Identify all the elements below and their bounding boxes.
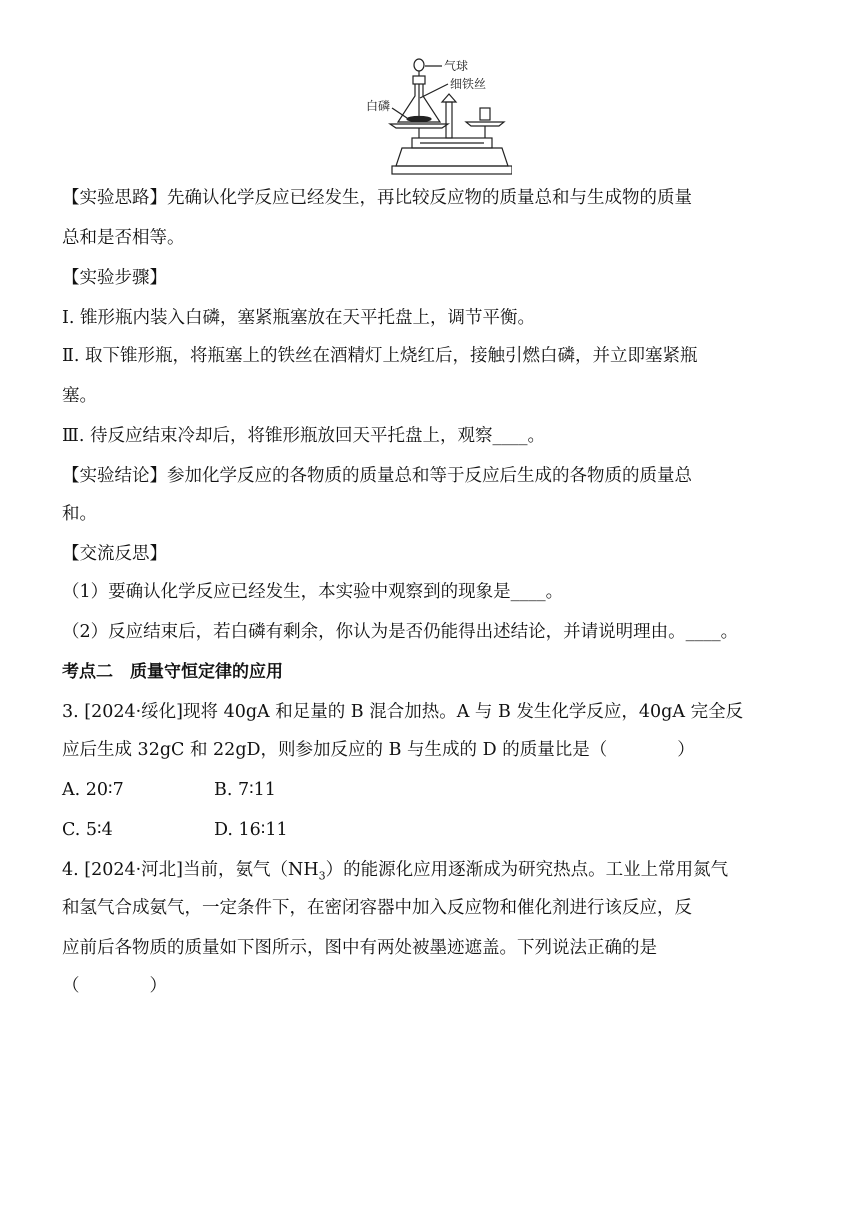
question-4-line-2: 和氢气合成氨气，一定条件下，在密闭容器中加入反应物和催化剂进行该反应，反 [62, 898, 692, 918]
experiment-conclusion-line-1: 【实验结论】参加化学反应的各物质的质量总和等于反应后生成的各物质的质量总 [62, 466, 692, 486]
question-4-line-4: （ ） [62, 976, 167, 996]
question-4-line-1 [62, 858, 802, 889]
balance-flask-diagram [362, 56, 512, 178]
reflection-question-1: （1）要确认化学反应已经发生，本实验中观察到的现象是____。 [62, 582, 564, 602]
balloon-label: 气球 [444, 59, 469, 73]
question-3-line-2: 应后生成 32gC 和 22gD，则参加反应的 B 与生成的 D 的质量比是（ ） [62, 740, 695, 760]
question-4-text-b: ）的能源化应用逐渐成为研究热点。工业上常用氮气 [325, 860, 729, 880]
experiment-steps-heading: 【实验步骤】 [62, 268, 167, 288]
iron-wire-label: 细铁丝 [450, 77, 487, 91]
balance-base [396, 148, 508, 166]
reflection-heading: 【交流反思】 [62, 544, 167, 564]
reflection-question-2: （2）反应结束后，若白磷有剩余，你认为是否仍能得出述结论，并请说明理由。____。 [62, 622, 739, 642]
question-4-line-3: 应前后各物质的质量如下图所示，图中有两处被墨迹遮盖。下列说法正确的是 [62, 938, 657, 958]
question-3-line-1: 3. [2024·绥化]现将 40gA 和足量的 B 混合加热。A 与 B 发生化学反应，40gA 完全反 [62, 702, 744, 722]
experiment-step-3: Ⅲ. 待反应结束冷却后，将锥形瓶放回天平托盘上，观察____。 [62, 426, 545, 446]
experiment-step-2-line-2: 塞。 [62, 386, 97, 406]
section-heading: 考点二 质量守恒定律的应用 [62, 662, 283, 682]
question-3-option-d: D. 16∶11 [214, 820, 288, 840]
experiment-step-1: Ⅰ. 锥形瓶内装入白磷，塞紧瓶塞放在天平托盘上，调节平衡。 [62, 308, 536, 328]
weight-icon [480, 108, 490, 120]
question-4-text-a: 4. [2024·河北]当前，氨气（NH [62, 860, 319, 880]
balloon-icon [414, 59, 424, 71]
experiment-conclusion-line-2: 和。 [62, 504, 97, 524]
question-4-subscript: 3 [318, 869, 326, 883]
white-phosphorus-icon [407, 117, 431, 122]
question-3-option-a: A. 20∶7 [62, 780, 124, 800]
experiment-step-2-line-1: Ⅱ. 取下锥形瓶，将瓶塞上的铁丝在酒精灯上烧红后，接触引燃白磷，并立即塞紧瓶 [62, 346, 698, 366]
white-phosphorus-label: 白磷 [366, 99, 391, 113]
experiment-idea-line-2: 总和是否相等。 [62, 228, 185, 248]
question-3-option-c: C. 5∶4 [62, 820, 113, 840]
experiment-idea-line-1: 【实验思路】先确认化学反应已经发生，再比较反应物的质量总和与生成物的质量 [62, 188, 692, 208]
question-3-option-b: B. 7∶11 [214, 780, 276, 800]
